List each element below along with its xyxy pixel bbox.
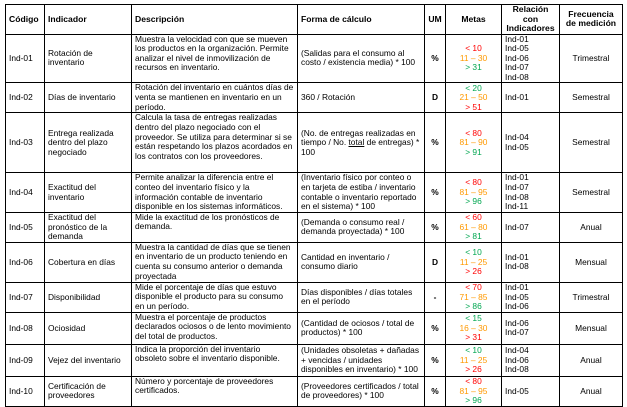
row-um: %: [425, 312, 446, 344]
goal-mid: 81 – 95: [459, 186, 488, 197]
goal-high: > 91: [465, 146, 482, 157]
table-row: [6, 376, 623, 406]
row-formula: Cantidad en inventario / consumo diario: [298, 242, 425, 282]
row-goals: [446, 312, 502, 344]
table-row: [6, 173, 623, 212]
relation-item: Ind-01: [505, 172, 529, 183]
relation-item: Ind-06: [505, 354, 529, 365]
row-goals: [446, 113, 502, 173]
goal-mid: 71 – 85: [459, 291, 488, 302]
relation-item: Ind-07: [505, 221, 529, 232]
row-formula: 360 / Rotación: [298, 83, 425, 113]
row-relation: [502, 282, 560, 312]
row-description: Calcula la tasa de entregas realizadas dentro del plazo negociado con el proveedor. Se utiliza para determinar si se están respetando los plazos acordados en los contratos con los proveedores.: [132, 113, 298, 173]
row-formula: (Salidas para el consumo al costo / existencia media) * 100: [298, 34, 425, 83]
row-indicator: Vejez del inventario: [45, 344, 132, 376]
row-formula: (Demanda o consumo real / demanda proyectada) * 100: [298, 212, 425, 242]
row-relation: [502, 242, 560, 282]
relation-item: Ind-04: [505, 344, 529, 355]
row-um: %: [425, 212, 446, 242]
goal-low: < 10: [465, 344, 482, 355]
goal-high: > 26: [465, 266, 482, 277]
goal-mid: 11 – 25: [459, 354, 488, 365]
table-row: [6, 83, 623, 113]
row-description: Mide el porcentaje de días que estuvo disponible el producto para su consumo en un período.: [132, 282, 298, 312]
row-relation: [502, 83, 560, 113]
row-relation: [502, 312, 560, 344]
table-row: [6, 312, 623, 344]
row-code: Ind-04: [6, 173, 45, 212]
relation-item: Ind-05: [505, 385, 529, 396]
row-relation: [502, 113, 560, 173]
row-indicator: Disponibilidad: [45, 282, 132, 312]
row-goals: [446, 376, 502, 406]
row-um: %: [425, 344, 446, 376]
relation-item: Ind-06: [505, 317, 529, 328]
goal-high: > 86: [465, 301, 482, 312]
row-frequency: Semestral: [560, 173, 623, 212]
row-goals: [446, 34, 502, 83]
row-frequency: Mensual: [560, 312, 623, 344]
relation-item: Ind-01: [505, 34, 529, 44]
row-code: Ind-05: [6, 212, 45, 242]
row-um: %: [425, 34, 446, 83]
row-frequency: Anual: [560, 376, 623, 406]
row-indicator: Exactitud del inventario: [45, 173, 132, 212]
row-goals: [446, 282, 502, 312]
goal-high: > 81: [465, 231, 482, 242]
goal-low: < 70: [465, 282, 482, 292]
goal-low: < 15: [465, 312, 482, 323]
formula-part: (No. de entregas realizadas en tiempo / No.: [301, 127, 416, 148]
row-formula: Días disponibles / días totales en el período: [298, 282, 425, 312]
relation-item: Ind-07: [505, 62, 529, 73]
relation-item: Ind-05: [505, 43, 529, 54]
row-frequency: Anual: [560, 212, 623, 242]
goal-mid: 81 – 95: [459, 385, 488, 396]
row-frequency: Trimestral: [560, 282, 623, 312]
goal-low: < 60: [465, 212, 482, 222]
goal-mid: 61 – 80: [459, 221, 488, 232]
row-code: Ind-08: [6, 312, 45, 344]
row-code: Ind-06: [6, 242, 45, 282]
relation-item: Ind-01: [505, 282, 529, 292]
goal-low: < 80: [465, 376, 482, 386]
row-description: Muestra la cantidad de días que se tienen en inventario de un producto teniendo en cuenta su consumo anterior o demanda proyectada: [132, 242, 298, 282]
relation-item: Ind-08: [505, 191, 529, 202]
relation-item: Ind-07: [505, 182, 529, 193]
relation-item: Ind-06: [505, 52, 529, 63]
goal-high: > 96: [465, 395, 482, 406]
row-formula: (Inventario físico por conteo o en tarjeta de estiba / inventario contable o inventario reportado en el sistema) * 100: [298, 173, 425, 212]
row-relation: [502, 376, 560, 406]
goal-mid: 81 – 90: [459, 137, 488, 148]
relation-item: Ind-08: [505, 364, 529, 375]
row-frequency: Semestral: [560, 83, 623, 113]
goal-high: > 26: [465, 364, 482, 375]
goal-mid: 11 – 25: [459, 256, 488, 267]
row-indicator: Ociosidad: [45, 312, 132, 344]
relation-item: Ind-05: [505, 291, 529, 302]
row-indicator: Rotación de inventario: [45, 34, 132, 83]
goal-high: > 96: [465, 196, 482, 207]
row-formula: (Proveedores certificados / total de proveedores) * 100: [298, 376, 425, 406]
relation-item: Ind-08: [505, 71, 529, 82]
indicators-table: [5, 4, 623, 407]
table-row: [6, 242, 623, 282]
goal-low: < 80: [465, 127, 482, 138]
row-um: %: [425, 113, 446, 173]
row-indicator: Exactitud del pronóstico de la demanda: [45, 212, 132, 242]
row-code: Ind-10: [6, 376, 45, 406]
relation-item: Ind-08: [505, 261, 529, 272]
header-frequency: Frecuencia de medición: [560, 5, 623, 35]
row-um: %: [425, 173, 446, 212]
formula-part: de entregas) * 100: [301, 137, 420, 157]
row-um: %: [425, 376, 446, 406]
table-row: [6, 113, 623, 173]
row-formula: (Unidades obsoletas + dañadas + vencidas / unidades disponibles en inventario) * 100: [298, 344, 425, 376]
goal-low: < 10: [465, 43, 482, 54]
row-indicator: Días de inventario: [45, 83, 132, 113]
row-goals: [446, 173, 502, 212]
row-um: D: [425, 242, 446, 282]
row-um: -: [425, 282, 446, 312]
row-relation: [502, 34, 560, 83]
row-code: Ind-09: [6, 344, 45, 376]
header-formula: Forma de cálculo: [298, 5, 425, 35]
relation-item: Ind-05: [505, 141, 529, 152]
row-goals: [446, 242, 502, 282]
row-formula: [298, 113, 425, 173]
goal-mid: 11 – 30: [459, 52, 488, 63]
relation-item: Ind-04: [505, 132, 529, 143]
relation-item: Ind-06: [505, 301, 529, 312]
row-description: Indica la proporción del inventario obsoleto sobre el inventario disponible.: [132, 344, 298, 376]
row-frequency: Semestral: [560, 113, 623, 173]
row-frequency: Mensual: [560, 242, 623, 282]
row-description: Rotación del inventario en cuántos días de venta se mantienen en inventario en un período.: [132, 83, 298, 113]
row-frequency: Anual: [560, 344, 623, 376]
goal-mid: 21 – 50: [459, 92, 488, 103]
row-code: Ind-03: [6, 113, 45, 173]
row-indicator: Certificación de proveedores: [45, 376, 132, 406]
relation-item: Ind-01: [505, 92, 529, 103]
header-indicator: Indicador: [45, 5, 132, 35]
relation-item: Ind-07: [505, 327, 529, 338]
row-description: Muestra el porcentaje de productos declarados ociosos o de lento movimiento del total de productos.: [132, 312, 298, 344]
header-relation: Relación con Indicadores: [502, 5, 560, 35]
goal-high: > 31: [465, 332, 482, 343]
row-relation: [502, 173, 560, 212]
row-goals: [446, 212, 502, 242]
row-relation: [502, 212, 560, 242]
header-row: [6, 5, 623, 35]
row-um: D: [425, 83, 446, 113]
goal-mid: 16 – 30: [459, 322, 488, 333]
row-indicator: Entrega realizada dentro del plazo negociado: [45, 113, 132, 173]
row-formula: (Cantidad de ociosos / total de productos) * 100: [298, 312, 425, 344]
row-goals: [446, 344, 502, 376]
table-row: [6, 282, 623, 312]
relation-item: Ind-01: [505, 251, 529, 262]
header-code: Código: [6, 5, 45, 35]
row-goals: [446, 83, 502, 113]
row-description: Permite analizar la diferencia entre el conteo del inventario físico y la información contable de inventario disponible en los sistemas informáticos.: [132, 173, 298, 212]
goal-high: > 31: [465, 62, 482, 73]
row-frequency: Trimestral: [560, 34, 623, 83]
header-um: UM: [425, 5, 446, 35]
row-code: Ind-07: [6, 282, 45, 312]
row-code: Ind-02: [6, 83, 45, 113]
table-row: [6, 212, 623, 242]
header-goals: Metas: [446, 5, 502, 35]
goal-low: < 10: [465, 246, 482, 257]
relation-item: Ind-11: [505, 201, 529, 212]
row-description: Número y porcentaje de proveedores certificados.: [132, 376, 298, 406]
table-row: [6, 34, 623, 83]
table-row: [6, 344, 623, 376]
header-description: Descripción: [132, 5, 298, 35]
row-description: Mide la exactitud de los pronósticos de demanda.: [132, 212, 298, 242]
row-description: Muestra la velocidad con que se mueven los productos en la organización. Permite analizar el nivel de inmovilización de recursos en inventario.: [132, 34, 298, 83]
row-code: Ind-01: [6, 34, 45, 83]
row-relation: [502, 344, 560, 376]
row-indicator: Cobertura en días: [45, 242, 132, 282]
formula-underlined: total: [348, 137, 365, 148]
goal-high: > 51: [465, 101, 482, 112]
goal-low: < 80: [465, 177, 482, 188]
goal-low: < 20: [465, 82, 482, 93]
